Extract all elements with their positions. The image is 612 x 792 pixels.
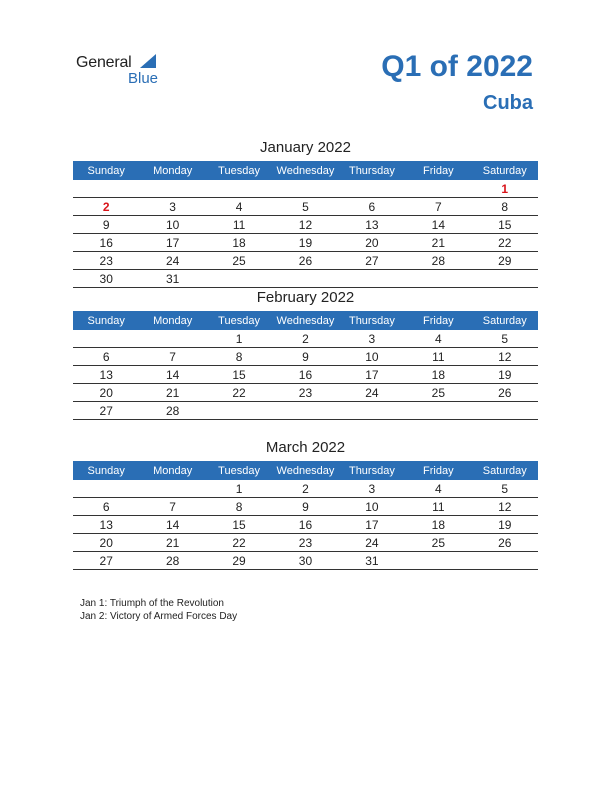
empty-day-cell (206, 180, 272, 198)
day-cell: 7 (139, 498, 205, 516)
day-cell: 26 (472, 384, 538, 402)
month-january (73, 139, 538, 288)
weekday-header: Friday (405, 461, 471, 480)
weekday-header-row (73, 461, 538, 480)
day-cell: 12 (472, 348, 538, 366)
empty-day-cell (139, 180, 205, 198)
day-cell: 6 (73, 498, 139, 516)
logo-text-general: General (76, 54, 132, 71)
day-cell: 15 (472, 216, 538, 234)
day-cell: 21 (405, 234, 471, 252)
day-cell: 18 (206, 234, 272, 252)
day-cell: 25 (206, 252, 272, 270)
day-cell: 5 (272, 198, 338, 216)
weekday-header: Sunday (73, 161, 139, 180)
day-cell: 29 (206, 552, 272, 570)
holiday-notes (80, 597, 237, 623)
day-cell: 21 (139, 384, 205, 402)
empty-day-cell (472, 270, 538, 288)
empty-day-cell (206, 270, 272, 288)
day-cell: 7 (405, 198, 471, 216)
day-cell: 11 (206, 216, 272, 234)
day-cell: 24 (339, 384, 405, 402)
weekday-header: Sunday (73, 461, 139, 480)
week-row (73, 480, 538, 498)
week-row (73, 534, 538, 552)
day-cell: 1 (206, 480, 272, 498)
country-name: Cuba (483, 92, 533, 114)
week-row (73, 252, 538, 270)
day-cell: 13 (73, 516, 139, 534)
day-cell: 10 (339, 348, 405, 366)
empty-day-cell (272, 270, 338, 288)
day-cell: 24 (339, 534, 405, 552)
day-cell: 20 (73, 384, 139, 402)
holiday-day-cell: 1 (472, 180, 538, 198)
empty-day-cell (339, 180, 405, 198)
day-cell: 3 (339, 330, 405, 348)
empty-day-cell (272, 180, 338, 198)
day-cell: 22 (472, 234, 538, 252)
weekday-header: Monday (139, 461, 205, 480)
empty-day-cell (73, 480, 139, 498)
logo-triangle-icon (140, 54, 156, 68)
day-cell: 24 (139, 252, 205, 270)
day-cell: 30 (73, 270, 139, 288)
day-cell: 23 (272, 534, 338, 552)
weekday-header: Wednesday (272, 161, 338, 180)
empty-day-cell (405, 180, 471, 198)
day-cell: 15 (206, 366, 272, 384)
week-row (73, 498, 538, 516)
month-march (73, 439, 538, 570)
empty-day-cell (339, 402, 405, 420)
week-row (73, 330, 538, 348)
month-title: January 2022 (260, 139, 351, 156)
empty-day-cell (405, 402, 471, 420)
day-cell: 29 (472, 252, 538, 270)
month-february (73, 289, 538, 420)
calendar-table (73, 461, 538, 570)
day-cell: 12 (472, 498, 538, 516)
empty-day-cell (339, 270, 405, 288)
day-cell: 1 (206, 330, 272, 348)
week-row (73, 516, 538, 534)
day-cell: 14 (139, 516, 205, 534)
day-cell: 26 (272, 252, 338, 270)
weekday-header: Friday (405, 161, 471, 180)
day-cell: 16 (272, 516, 338, 534)
day-cell: 20 (339, 234, 405, 252)
day-cell: 27 (73, 552, 139, 570)
day-cell: 5 (472, 480, 538, 498)
logo-text-blue: Blue (128, 70, 159, 87)
weekday-header: Monday (139, 161, 205, 180)
calendar-table (73, 161, 538, 288)
week-row (73, 402, 538, 420)
empty-day-cell (405, 552, 471, 570)
holiday-note: Jan 2: Victory of Armed Forces Day (80, 611, 238, 622)
weekday-header-row (73, 311, 538, 330)
day-cell: 22 (206, 384, 272, 402)
week-row (73, 198, 538, 216)
week-row (73, 234, 538, 252)
weekday-header: Saturday (472, 311, 538, 330)
empty-day-cell (139, 330, 205, 348)
day-cell: 3 (139, 198, 205, 216)
week-row (73, 384, 538, 402)
empty-day-cell (73, 330, 139, 348)
week-row (73, 216, 538, 234)
day-cell: 28 (139, 552, 205, 570)
empty-day-cell (206, 402, 272, 420)
weekday-header-row (73, 161, 538, 180)
weekday-header: Monday (139, 311, 205, 330)
day-cell: 27 (339, 252, 405, 270)
day-cell: 7 (139, 348, 205, 366)
day-cell: 2 (272, 480, 338, 498)
day-cell: 4 (405, 330, 471, 348)
day-cell: 3 (339, 480, 405, 498)
weekday-header: Tuesday (206, 161, 272, 180)
calendar-table (73, 311, 538, 420)
day-cell: 23 (272, 384, 338, 402)
month-title: March 2022 (265, 439, 346, 456)
day-cell: 18 (405, 516, 471, 534)
empty-day-cell (272, 402, 338, 420)
day-cell: 17 (339, 516, 405, 534)
day-cell: 10 (139, 216, 205, 234)
day-cell: 30 (272, 552, 338, 570)
empty-day-cell (472, 402, 538, 420)
weekday-header: Saturday (472, 461, 538, 480)
holiday-day-cell: 2 (73, 198, 139, 216)
empty-day-cell (472, 552, 538, 570)
day-cell: 4 (206, 198, 272, 216)
weekday-header: Wednesday (272, 311, 338, 330)
day-cell: 8 (472, 198, 538, 216)
day-cell: 8 (206, 498, 272, 516)
day-cell: 9 (73, 216, 139, 234)
page-title: Q1 of 2022 (381, 50, 533, 83)
empty-day-cell (139, 480, 205, 498)
weekday-header: Tuesday (206, 311, 272, 330)
generalblue-logo (76, 52, 176, 92)
day-cell: 27 (73, 402, 139, 420)
weekday-header: Tuesday (206, 461, 272, 480)
week-row (73, 366, 538, 384)
empty-day-cell (405, 270, 471, 288)
day-cell: 31 (339, 552, 405, 570)
day-cell: 13 (339, 216, 405, 234)
weekday-header: Thursday (339, 311, 405, 330)
week-row (73, 348, 538, 366)
day-cell: 15 (206, 516, 272, 534)
weekday-header: Thursday (339, 161, 405, 180)
day-cell: 8 (206, 348, 272, 366)
day-cell: 21 (139, 534, 205, 552)
day-cell: 25 (405, 384, 471, 402)
day-cell: 13 (73, 366, 139, 384)
day-cell: 9 (272, 498, 338, 516)
day-cell: 12 (272, 216, 338, 234)
day-cell: 4 (405, 480, 471, 498)
day-cell: 14 (405, 216, 471, 234)
day-cell: 14 (139, 366, 205, 384)
day-cell: 19 (472, 516, 538, 534)
day-cell: 26 (472, 534, 538, 552)
day-cell: 19 (472, 366, 538, 384)
week-row (73, 552, 538, 570)
empty-day-cell (73, 180, 139, 198)
day-cell: 31 (139, 270, 205, 288)
day-cell: 10 (339, 498, 405, 516)
weekday-header: Sunday (73, 311, 139, 330)
day-cell: 28 (405, 252, 471, 270)
week-row (73, 180, 538, 198)
weekday-header: Friday (405, 311, 471, 330)
day-cell: 25 (405, 534, 471, 552)
weekday-header: Saturday (472, 161, 538, 180)
day-cell: 5 (472, 330, 538, 348)
day-cell: 6 (73, 348, 139, 366)
day-cell: 23 (73, 252, 139, 270)
day-cell: 28 (139, 402, 205, 420)
day-cell: 6 (339, 198, 405, 216)
day-cell: 18 (405, 366, 471, 384)
day-cell: 19 (272, 234, 338, 252)
day-cell: 16 (272, 366, 338, 384)
day-cell: 17 (139, 234, 205, 252)
day-cell: 16 (73, 234, 139, 252)
day-cell: 20 (73, 534, 139, 552)
weekday-header: Thursday (339, 461, 405, 480)
day-cell: 17 (339, 366, 405, 384)
month-title: February 2022 (256, 289, 355, 306)
weekday-header: Wednesday (272, 461, 338, 480)
week-row (73, 270, 538, 288)
day-cell: 11 (405, 348, 471, 366)
holiday-note: Jan 1: Triumph of the Revolution (80, 598, 224, 609)
day-cell: 9 (272, 348, 338, 366)
day-cell: 2 (272, 330, 338, 348)
day-cell: 22 (206, 534, 272, 552)
day-cell: 11 (405, 498, 471, 516)
